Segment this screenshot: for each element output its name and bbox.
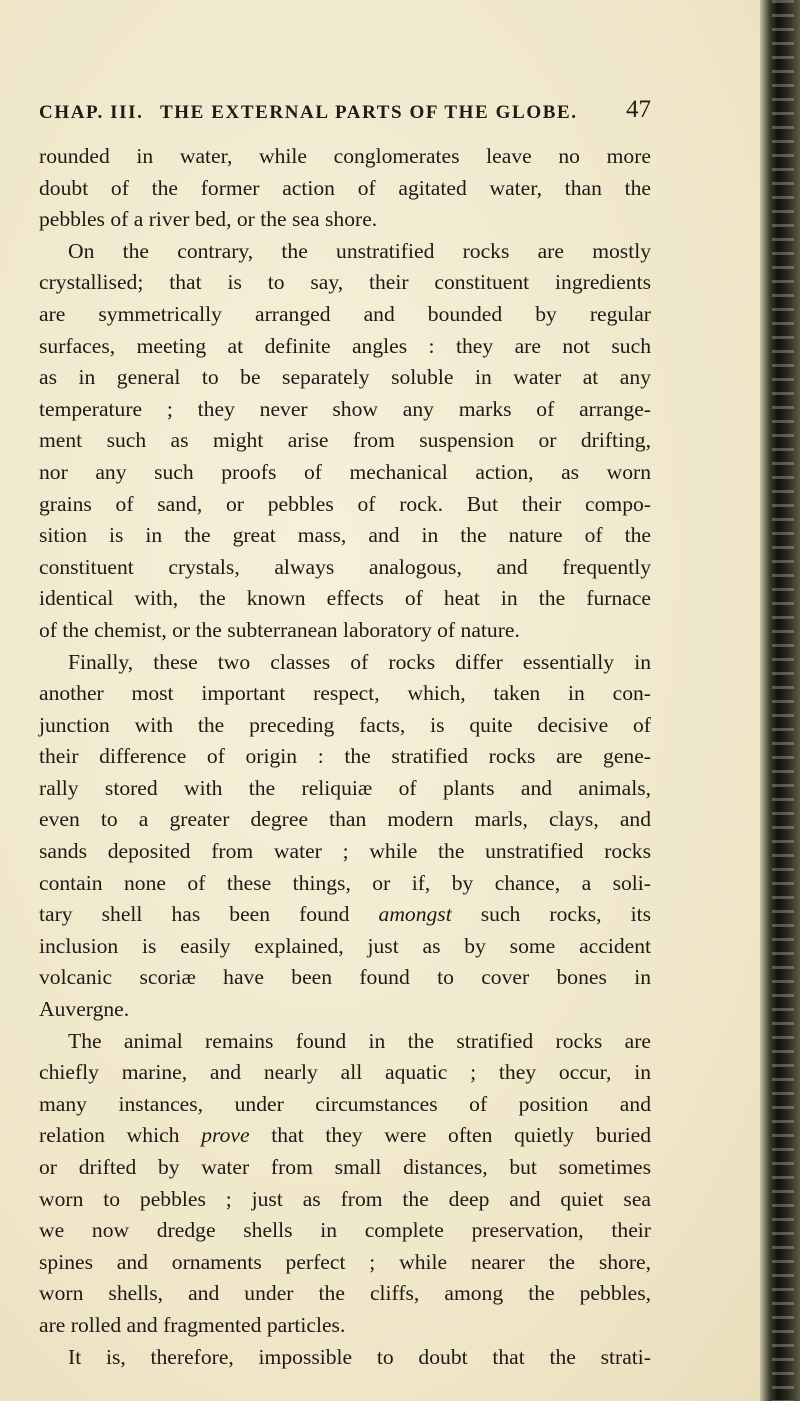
text-line: inclusion is easily explained, just as by some accident: [39, 933, 651, 958]
text-line: junction with the preceding facts, is quite decisive of: [39, 712, 651, 737]
text-line: worn to pebbles ; just as from the deep and quiet sea: [39, 1186, 651, 1211]
running-header: [39, 98, 651, 130]
chapter-label: CHAP. III.: [39, 102, 144, 123]
text-line: nor any such proofs of mechanical action, as worn: [39, 459, 651, 484]
book-binding-edge: [760, 0, 800, 1401]
text-line: even to a greater degree than modern marls, clays, and: [39, 807, 651, 832]
text-line: surfaces, meeting at definite angles : they are not such: [39, 333, 651, 358]
text-line: pebbles of a river bed, or the sea shore.: [39, 207, 378, 232]
text-line: many instances, under circumstances of position and: [39, 1091, 651, 1116]
text-line: are rolled and fragmented particles.: [39, 1312, 346, 1337]
text-line: tary shell has been found amongst such rocks, its: [39, 902, 651, 927]
body-text: [39, 141, 651, 1373]
text-line: rally stored with the reliquiæ of plants and animals,: [39, 775, 651, 800]
text-line: Auvergne.: [39, 997, 130, 1022]
text-line: rounded in water, while conglomerates leave no more: [39, 144, 651, 168]
text-line: identical with, the known effects of heat in the furnace: [39, 586, 651, 611]
running-title: THE EXTERNAL PARTS OF THE GLOBE.: [160, 102, 578, 123]
text-line: volcanic scoriæ have been found to cover bones in: [39, 965, 651, 990]
text-line: or drifted by water from small distances, but sometimes: [39, 1155, 651, 1179]
text-line: as in general to be separately soluble in water at any: [39, 365, 651, 390]
text-line: temperature ; they never show any marks of arrange-: [39, 396, 651, 421]
text-line: of the chemist, or the subterranean laboratory of nature.: [39, 617, 520, 642]
text-line: contain none of these things, or if, by chance, a soli-: [39, 870, 651, 895]
text-line: chiefly marine, and nearly all aquatic ; they occur, in: [39, 1060, 651, 1085]
text-line: Finally, these two classes of rocks differ essentially in: [68, 649, 651, 674]
text-line: ment such as might arise from suspension or drifting,: [39, 428, 651, 453]
text-line: On the contrary, the unstratified rocks are mostly: [68, 238, 651, 263]
text-line: another most important respect, which, taken in con-: [39, 681, 651, 706]
text-line: grains of sand, or pebbles of rock. But their compo-: [39, 491, 651, 516]
text-line: crystallised; that is to say, their constituent ingredients: [39, 270, 651, 295]
text-line: sition is in the great mass, and in the nature of the: [39, 523, 651, 548]
text-line: doubt of the former action of agitated water, than the: [39, 175, 651, 200]
text-line: we now dredge shells in complete preservation, their: [39, 1218, 651, 1243]
text-line: constituent crystals, always analogous, and frequently: [39, 554, 651, 579]
text-line: relation which prove that they were often quietly buried: [39, 1123, 651, 1148]
text-line: are symmetrically arranged and bounded by regular: [39, 301, 651, 326]
text-line: The animal remains found in the stratified rocks are: [68, 1028, 651, 1053]
text-line: worn shells, and under the cliffs, among the pebbles,: [39, 1281, 651, 1306]
text-line: spines and ornaments perfect ; while nearer the shore,: [39, 1249, 651, 1274]
text-line: It is, therefore, impossible to doubt that the strati-: [68, 1344, 651, 1369]
text-line: their difference of origin : the stratified rocks are gene-: [39, 744, 651, 769]
text-line: sands deposited from water ; while the unstratified rocks: [39, 839, 651, 864]
page-number: 47: [626, 96, 651, 123]
